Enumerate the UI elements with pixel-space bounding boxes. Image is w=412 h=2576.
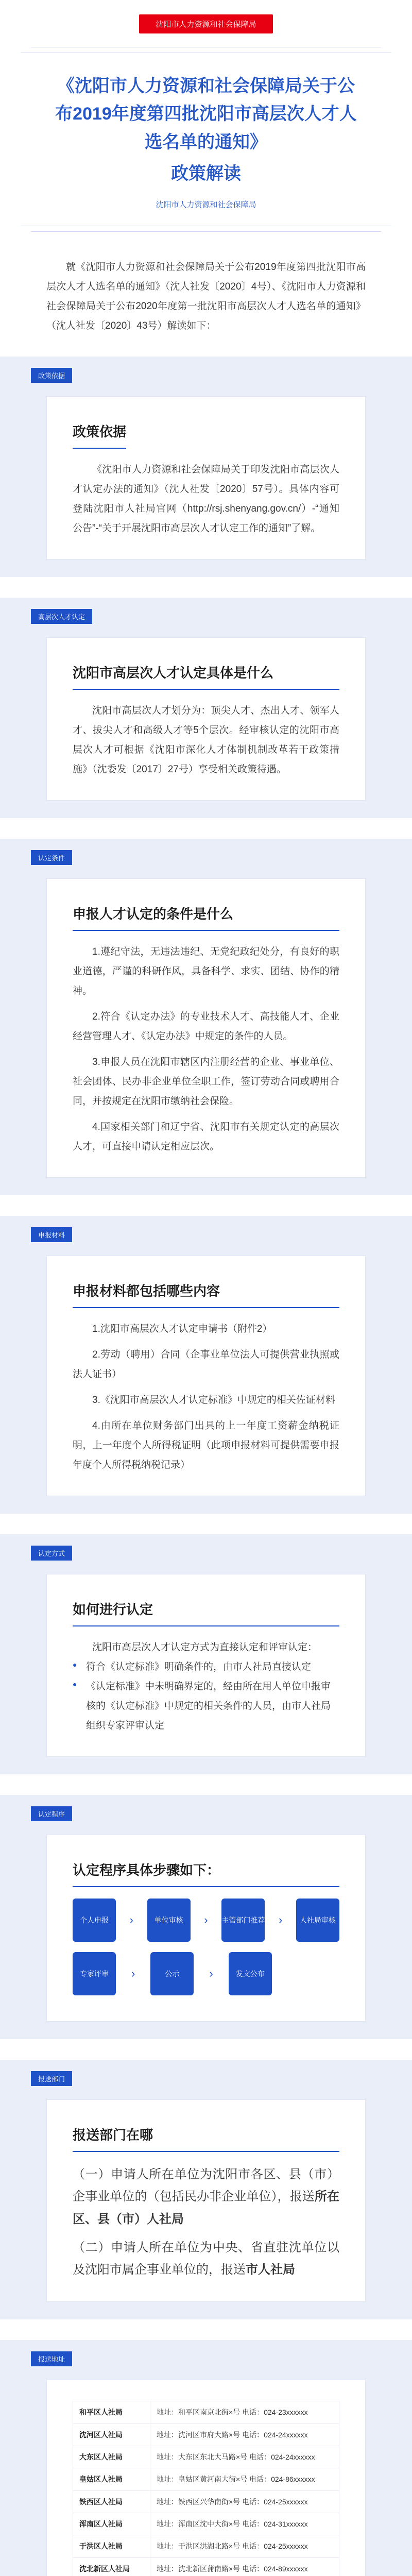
address-detail: 地址：沈北新区蒲南路×号 电话：024-89xxxxxx xyxy=(150,2557,339,2576)
department-item: （二）申请人所在单位为中央、省直驻沈单位以及沈阳市属企事业单位的，报送市人社局 xyxy=(73,2240,339,2277)
intro-paragraph: 就《沈阳市人力资源和社会保障局关于公布2019年度第四批沈阳市高层次人才人选名单的通知》（沈人社发〔2020〕4号）、《沈阳市人力资源和社会保障局关于公布2020年度第一批沈阳市高层次人才人选名单的通知》（沈人社发〔2020〕43号）解读如下： xyxy=(46,262,366,332)
conditions-item: 3.申报人员在沈阳市辖区内注册经营的企业、事业单位、社会团体、民办非企业单位全职工作，签订劳动合同或聘用合同，并按规定在沈阳市缴纳社会保险。 xyxy=(73,1057,339,1107)
conditions-card xyxy=(46,878,366,1178)
address-row xyxy=(73,2535,339,2557)
conditions-item: 2.符合《认定办法》的专业技术人才、高技能人才、企业经营管理人才、《认定办法》中规定的条件的人员。 xyxy=(73,1011,339,1042)
materials-item: 2.劳动（聘用）合同（企事业单位法人可提供营业执照或法人证书） xyxy=(73,1349,339,1380)
department-section xyxy=(0,2060,412,2319)
arrow-right-icon: › xyxy=(131,1967,135,1980)
arrow-right-icon: › xyxy=(209,1967,213,1980)
policy-card-title: 政策依据 xyxy=(73,417,126,449)
arrow-right-icon: › xyxy=(278,1913,283,1927)
method-card xyxy=(46,1574,366,1757)
materials-item: 4.由所在单位财务部门出具的上一年度工资薪金纳税证明，上一年度个人所得税证明（此项申报材料可提供需要申报年度个人所得税纳税记录） xyxy=(73,1420,339,1471)
address-row xyxy=(73,2468,339,2490)
talent-paragraph: 沈阳市高层次人才划分为：顶尖人才、杰出人才、领军人才、拔尖人才和高级人才等5个层次。经审核认定的沈阳市高层次人才可根据《沈阳市深化人才体制机制改革若干政策措施》（沈委发〔2017〕27号）享受相关政策待遇。 xyxy=(73,705,339,775)
method-item: ● 《认定标准》中未明确界定的，经由所在用人单位申报审核的《认定标准》中规定的相关条件的人员，由市人社局组织专家评审认定 xyxy=(73,1677,339,1736)
department-band-label: 报送部门 xyxy=(31,2071,72,2086)
materials-band-label: 申报材料 xyxy=(31,1227,72,1242)
procedure-band-label: 认定程序 xyxy=(31,1806,72,1821)
procedure-step: 公示 xyxy=(150,1952,194,1995)
materials-item: 3.《沈阳市高层次人才认定标准》中规定的相关佐证材料 xyxy=(92,1395,335,1406)
address-name: 浑南区人社局 xyxy=(73,2513,150,2535)
method-section xyxy=(0,1534,412,1774)
address-detail: 地址：浑南区沈中大街×号 电话：024-31xxxxxx xyxy=(150,2513,339,2535)
address-detail: 地址：皇姑区黄河南大街×号 电话：024-86xxxxxx xyxy=(150,2468,339,2490)
conditions-item: 1.遵纪守法，无违法违纪、无党纪政纪处分，有良好的职业道德，严谨的科研作风，具备科学、求实、团结、协作的精神。 xyxy=(73,946,339,997)
addresses-table xyxy=(73,2401,339,2576)
title-block xyxy=(31,47,381,232)
intro-section xyxy=(46,258,366,336)
address-detail: 地址：和平区南京北街×号 电话：024-23xxxxxx xyxy=(150,2401,339,2424)
publisher: 沈阳市人力资源和社会保障局 xyxy=(156,200,256,210)
address-name: 沈河区人社局 xyxy=(73,2424,150,2446)
address-name: 沈北新区人社局 xyxy=(73,2557,150,2576)
materials-card-title: 申报材料都包括哪些内容 xyxy=(73,1277,339,1308)
addresses-band-label: 报送地址 xyxy=(31,2351,72,2366)
procedure-card xyxy=(46,1835,366,2022)
address-name: 于洪区人社局 xyxy=(73,2535,150,2557)
method-list xyxy=(73,1657,339,1736)
policy-band-label: 政策依据 xyxy=(31,368,72,383)
department-card-title: 报送部门在哪 xyxy=(73,2121,339,2152)
method-card-title: 如何进行认定 xyxy=(73,1595,339,1626)
materials-section xyxy=(0,1216,412,1514)
method-band-label: 认定方式 xyxy=(31,1546,72,1561)
procedure-flow xyxy=(73,1899,339,1942)
department-card xyxy=(46,2099,366,2302)
department-item: （一）申请人所在单位为沈阳市各区、县（市）企事业单位的（包括民办非企业单位），报送所在区、县（市）人社局 xyxy=(73,2167,340,2226)
materials-card xyxy=(46,1256,366,1496)
procedure-step: 专家评审 xyxy=(73,1952,116,1995)
procedure-step: 主管部门推荐 xyxy=(221,1899,265,1942)
top-tag: 沈阳市人力资源和社会保障局 xyxy=(139,14,273,33)
address-name: 铁西区人社局 xyxy=(73,2490,150,2513)
address-detail: 地址：沈河区市府大路×号 电话：024-24xxxxxx xyxy=(150,2424,339,2446)
procedure-step: 发文公布 xyxy=(229,1952,272,1995)
procedure-flow-row2 xyxy=(73,1952,339,1995)
address-row xyxy=(73,2557,339,2576)
address-detail: 地址：于洪区洪湖北路×号 电话：024-25xxxxxx xyxy=(150,2535,339,2557)
talent-card xyxy=(46,637,366,801)
address-detail: 地址：大东区东北大马路×号 电话：024-24xxxxxx xyxy=(150,2446,339,2468)
arrow-right-icon: › xyxy=(129,1913,133,1927)
address-row xyxy=(73,2490,339,2513)
procedure-card-title: 认定程序具体步骤如下： xyxy=(73,1856,339,1887)
procedure-step: 人社局审核 xyxy=(296,1899,339,1942)
policy-section xyxy=(0,357,412,577)
arrow-right-icon: › xyxy=(204,1913,208,1927)
address-row xyxy=(73,2401,339,2424)
address-row xyxy=(73,2446,339,2468)
address-detail: 地址：铁西区兴华南街×号 电话：024-25xxxxxx xyxy=(150,2490,339,2513)
procedure-step: 单位审核 xyxy=(147,1899,191,1942)
page-title: 《沈阳市人力资源和社会保障局关于公布2019年度第四批沈阳市高层次人才人选名单的通知》 xyxy=(55,76,357,152)
talent-band-label: 高层次人才认定 xyxy=(31,609,92,624)
address-name: 大东区人社局 xyxy=(73,2446,150,2468)
page-subtitle: 政策解读 xyxy=(171,164,241,184)
conditions-card-title: 申报人才认定的条件是什么 xyxy=(73,900,339,931)
method-lead: 沈阳市高层次人才认定方式为直接认定和评审认定： xyxy=(92,1642,318,1653)
conditions-item: 4.国家相关部门和辽宁省、沈阳市有关规定认定的高层次人才，可直接申请认定相应层次。 xyxy=(73,1122,339,1153)
addresses-card xyxy=(46,2380,366,2576)
conditions-band-label: 认定条件 xyxy=(31,850,72,865)
conditions-section xyxy=(0,839,412,1195)
method-item: ● 符合《认定标准》明确条件的，由市人社局直接认定 xyxy=(73,1657,339,1677)
document-page xyxy=(0,14,412,2576)
talent-card-title: 沈阳市高层次人才认定具体是什么 xyxy=(73,658,339,690)
address-row xyxy=(73,2513,339,2535)
address-name: 和平区人社局 xyxy=(73,2401,150,2424)
talent-section xyxy=(0,598,412,818)
policy-paragraph: 《沈阳市人力资源和社会保障局关于印发沈阳市高层次人才认定办法的通知》（沈人社发〔2020〕57号）。具体内容可登陆沈阳市人社局官网（http://rsj.shenyang.gov.cn/）-“通知公告”-“关于开展沈阳市高层次人才认定工作的通知”了解。 xyxy=(73,464,339,534)
procedure-step: 个人申报 xyxy=(73,1899,116,1942)
procedure-section xyxy=(0,1795,412,2039)
materials-item: 1.沈阳市高层次人才认定申请书（附件2） xyxy=(92,1324,272,1335)
addresses-section xyxy=(0,2340,412,2576)
address-row xyxy=(73,2424,339,2446)
address-name: 皇姑区人社局 xyxy=(73,2468,150,2490)
policy-card xyxy=(46,396,366,560)
